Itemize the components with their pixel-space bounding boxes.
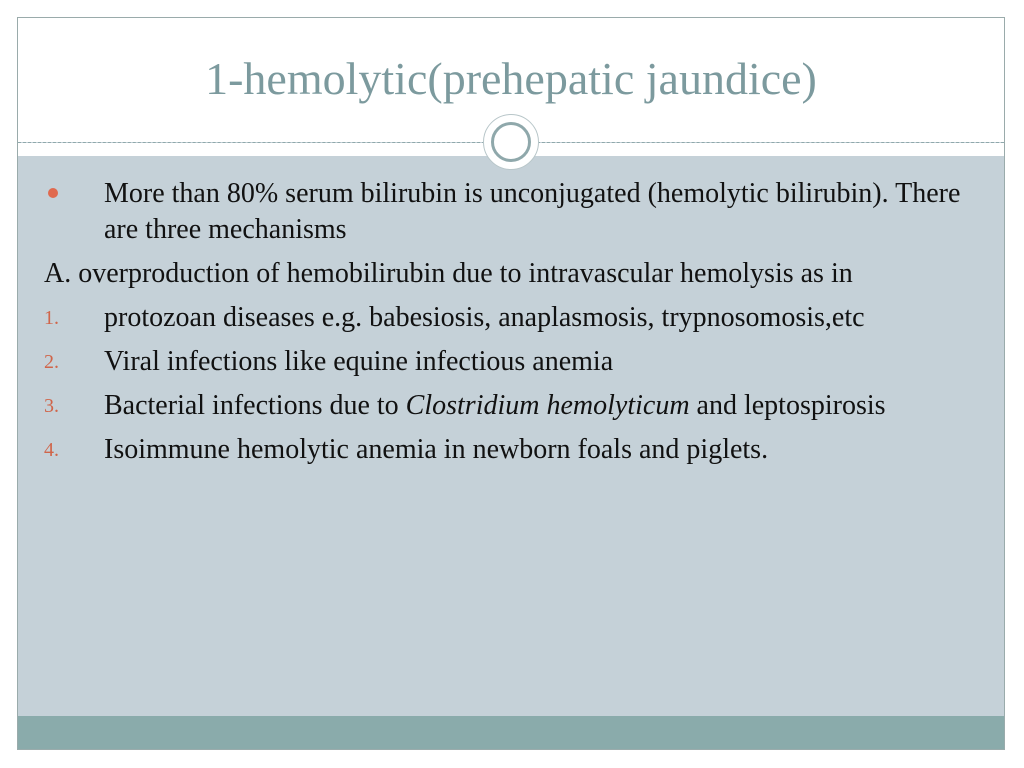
section-a-text: A. overproduction of hemobilirubin due to intravascular hemolysis as in bbox=[44, 258, 853, 289]
list-item bbox=[44, 344, 974, 380]
list-marker: 1. bbox=[44, 307, 59, 329]
bullet-dot-icon bbox=[48, 188, 58, 198]
list-item bbox=[44, 388, 974, 424]
section-a bbox=[44, 256, 974, 292]
circle-ornament-ring bbox=[491, 122, 531, 162]
list-item-text-before: Bacterial infections due to bbox=[104, 390, 406, 421]
list-item-text: protozoan diseases e.g. babesiosis, anaplasmosis, trypnosomosis,etc bbox=[104, 302, 865, 333]
circle-ornament-icon bbox=[483, 114, 539, 170]
organism-name: Clostridium hemolyticum bbox=[405, 390, 690, 421]
footer-bar bbox=[18, 716, 1004, 749]
list-item-text: Isoimmune hemolytic anemia in newborn foals and piglets. bbox=[104, 434, 769, 465]
slide-title: 1-hemolytic(prehepatic jaundice) bbox=[205, 53, 817, 104]
list-marker: 2. bbox=[44, 351, 59, 373]
list-marker: 4. bbox=[44, 439, 59, 461]
bullet-text: More than 80% serum bilirubin is unconjugated (hemolytic bilirubin). There are three mechanisms bbox=[104, 178, 961, 245]
list-item-text-after: and leptospirosis bbox=[689, 390, 886, 421]
list-item-text: Viral infections like equine infectious anemia bbox=[104, 346, 614, 377]
list-item bbox=[44, 300, 974, 336]
list-marker: 3. bbox=[44, 395, 59, 417]
list-item bbox=[44, 432, 974, 468]
slide-body bbox=[44, 176, 974, 476]
bullet-item bbox=[44, 176, 974, 248]
